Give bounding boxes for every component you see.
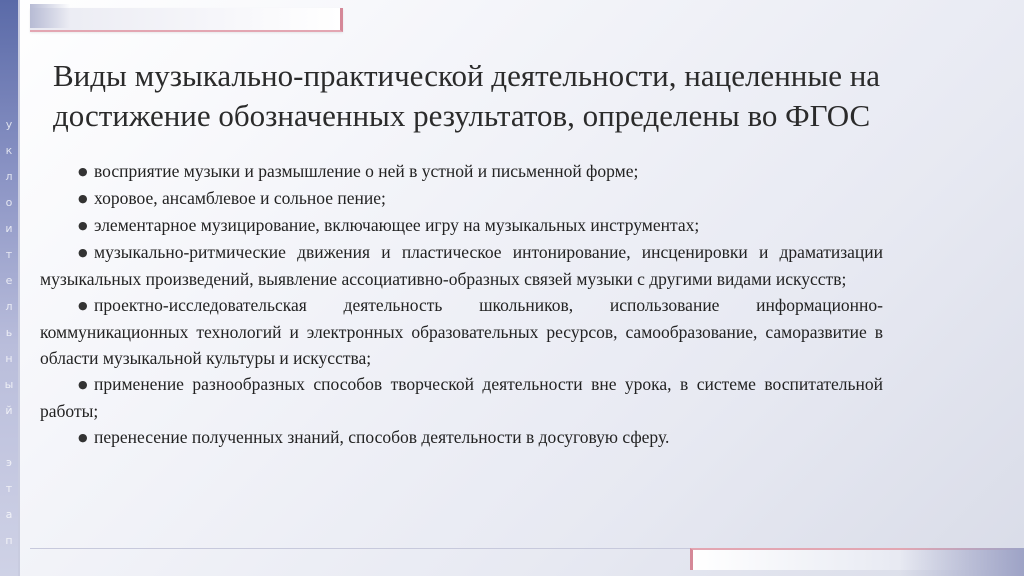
list-item-text: восприятие музыки и размышление о ней в устной и письменной форме; <box>94 161 639 181</box>
bullet-icon: ● <box>78 219 88 232</box>
list-item <box>40 239 883 292</box>
side-letter: л <box>5 170 13 183</box>
side-letter: о <box>5 196 13 209</box>
side-letter: ь <box>5 326 13 339</box>
bullet-icon: ● <box>78 299 88 312</box>
list-item <box>40 292 883 371</box>
side-letter: т <box>5 248 13 261</box>
bullet-icon: ● <box>78 192 88 205</box>
vertical-decorative-text <box>2 118 16 547</box>
side-letter: э <box>5 456 13 469</box>
side-letter: й <box>5 404 13 417</box>
bullet-icon: ● <box>78 165 88 178</box>
list-item-text: перенесение полученных знаний, способов деятельности в досуговую сферу. <box>94 427 670 447</box>
list-item <box>40 212 883 239</box>
bullet-icon: ● <box>78 246 88 259</box>
side-letter: л <box>5 300 13 313</box>
bullet-list <box>40 158 883 451</box>
bottom-divider-line <box>30 548 690 549</box>
list-item-text: хоровое, ансамблевое и сольное пение; <box>94 188 386 208</box>
slide-title: Виды музыкально-практической деятельности, нацеленные на достижение обозначенных результатов, определены во ФГОС <box>53 58 881 133</box>
list-item <box>40 424 883 451</box>
side-letter: ы <box>4 378 14 391</box>
list-item <box>40 371 883 424</box>
bullet-icon: ● <box>78 431 88 444</box>
side-letter: у <box>5 118 13 131</box>
top-decorative-band <box>30 8 343 32</box>
list-item-text: элементарное музицирование, включающее игру на музыкальных инструментах; <box>94 215 700 235</box>
side-letter: и <box>5 222 13 235</box>
list-item-text: применение разнообразных способов творческой деятельности вне урока, в системе воспитательной работы; <box>40 374 883 421</box>
side-letter: т <box>5 482 13 495</box>
left-strip-divider <box>18 0 20 576</box>
side-letter <box>7 430 11 443</box>
side-letter: е <box>5 274 13 287</box>
list-item-text: проектно-исследовательская деятельность школьников, использование информационно-коммуникационных технологий и электронных образовательных ресурсов, самообразование, саморазвитие в области музыкальной культуры и искусства; <box>40 295 883 368</box>
side-letter: п <box>5 534 13 547</box>
top-band-shade <box>30 4 70 28</box>
side-letter: н <box>5 352 13 365</box>
bullet-icon: ● <box>78 378 88 391</box>
side-letter: к <box>5 144 13 157</box>
list-item-text: музыкально-ритмические движения и пластическое интонирование, инсценировки и драматизации музыкальных произведений, выявление ассоциативно-образных связей музыки с другими видами искусств; <box>40 242 883 289</box>
side-letter: а <box>5 508 13 521</box>
bottom-band-shade <box>900 548 1024 576</box>
list-item <box>40 158 883 185</box>
list-item <box>40 185 883 212</box>
